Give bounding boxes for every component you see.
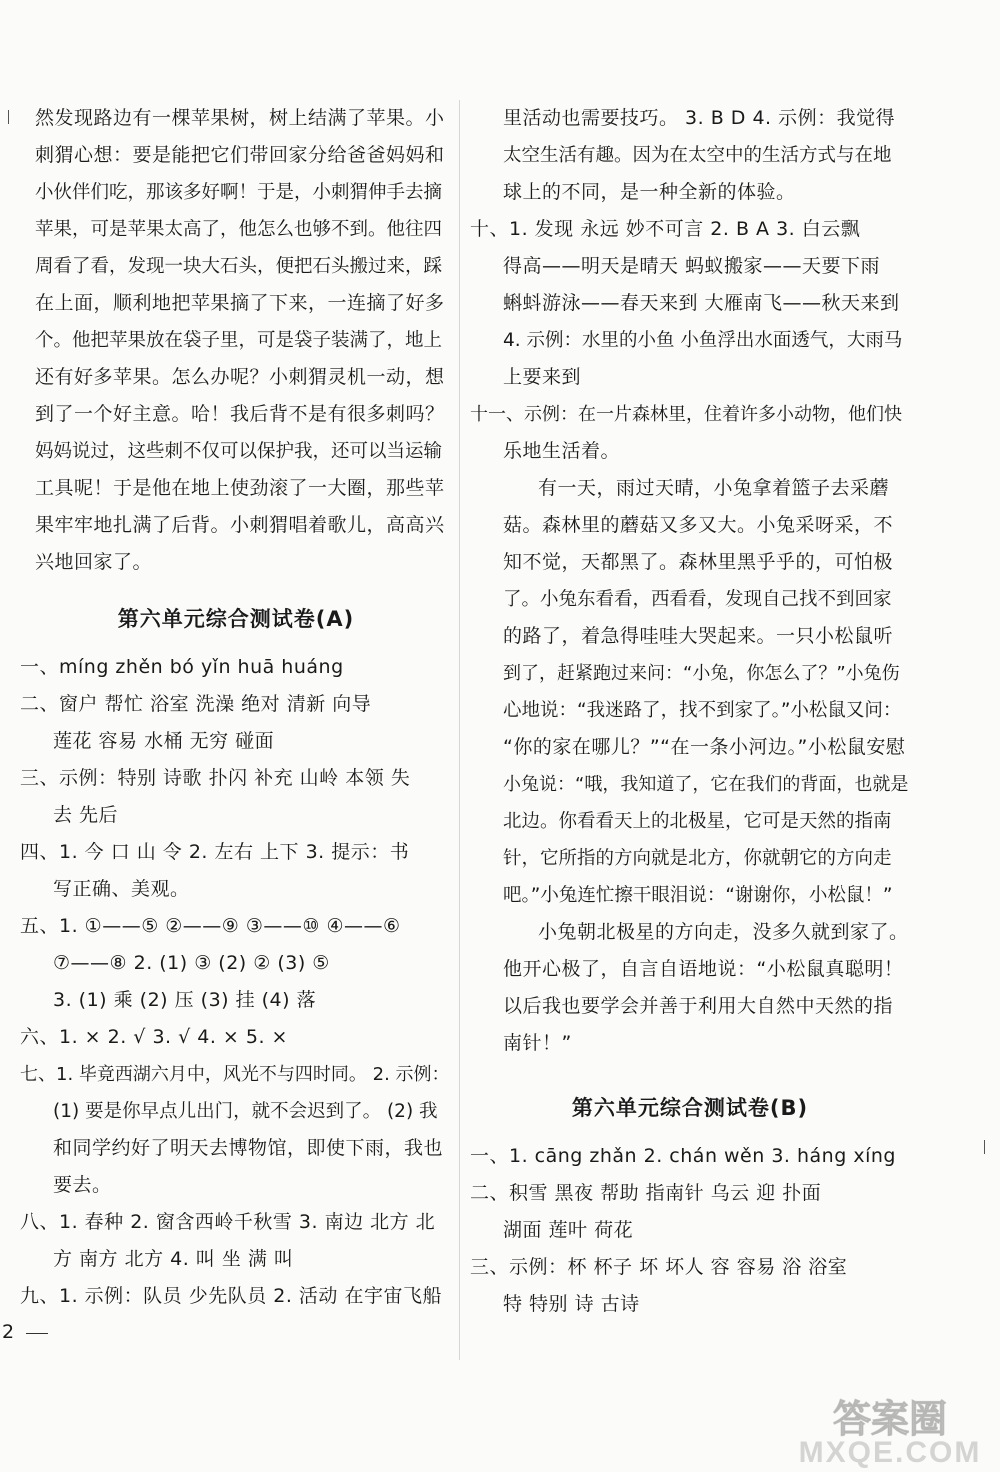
text-line: 五、1. ①——⑤ ②——⑨ ③——⑩ ④——⑥ [20,915,401,937]
watermark-site: MXQE.COM [798,1436,982,1469]
text-line: 湖面 莲叶 荷花 [503,1219,634,1241]
text-line: 二、窗户 帮忙 浴室 洗澡 绝对 清新 向导 [20,693,372,715]
section-heading-a: 第六单元综合测试卷(A) [117,607,355,631]
text-line: 心地说：“我迷路了，找不到家了。”小松鼠又问： [503,700,902,721]
text-line: 的路了，着急得哇哇大哭起来。一只小松鼠听 [503,625,894,647]
watermark-logo [800,1392,980,1442]
text-line: 以后我也要学会并善于利用大自然中天然的指 [503,995,894,1017]
right-passage [470,100,910,1062]
text-line: 小兔说：“哦，我知道了，它在我们的背面，也就是 [503,774,909,795]
text-line: 三、示例：特别 诗歌 扑闪 补充 山岭 本领 失 [20,767,411,789]
text-line: 了。小兔东看看，西看看，发现自己找不到回家 [503,589,892,610]
text-line: 和同学约好了明天去博物馆，即使下雨，我也 [53,1137,444,1159]
text-line: 莲花 容易 水桶 无穷 碰面 [53,730,275,752]
text-line: 果牢牢地扎满了后背。小刺猬唱着歌儿，高高兴 [35,514,445,536]
text-line: 小兔朝北极星的方向走，没多久就到家了。 [538,921,909,943]
section-heading-b: 第六单元综合测试卷(B) [571,1096,809,1120]
left-answers [20,649,452,1315]
page-number-rule [26,1333,48,1334]
text-line: 苹果，可是苹果太高了，他怎么也够不到。他往四 [35,219,443,240]
text-line: 写正确、美观。 [53,878,190,900]
text-line: 十、1. 发现 永远 妙不可言 2. B A 3. 白云飘 [470,218,861,240]
text-line: 方 南方 北方 4. 叫 坐 满 叫 [53,1248,294,1270]
text-line: 到了，赶紧跑过来问：“小兔，你怎么了？”小兔伤 [503,663,900,684]
text-line: 3. (1) 乘 (2) 压 (3) 挂 (4) 落 [53,989,317,1011]
text-line: 刺猬心想：要是能把它们带回家分给爸爸妈妈和 [35,144,445,166]
text-line: 九、1. 示例：队员 少先队员 2. 活动 在宇宙飞船 [20,1285,442,1307]
text-line: 十一、示例：在一片森林里，住着许多小动物，他们快 [470,404,902,425]
text-line: 还有好多苹果。怎么办呢？小刺猬灵机一动，想 [35,366,445,388]
left-column [20,100,452,1315]
text-line: 四、1. 今 口 山 令 2. 左右 上下 3. 提示：书 [20,841,410,863]
text-line: 六、1. × 2. √ 3. √ 4. × 5. × [20,1026,288,1048]
text-line: 一、míng zhěn bó yǐn huā huáng [20,656,344,678]
text-line: 兴地回家了。 [35,551,153,573]
text-line: 七、1. 毕竟西湖六月中，风光不与四时同。 2. 示例： [20,1064,450,1085]
text-line: 然发现路边有一棵苹果树，树上结满了苹果。小 [35,107,445,129]
text-line: 北边。你看看天上的北极星，它可是天然的指南 [503,811,892,832]
text-line: 个。他把苹果放在袋子里，可是袋子装满了，地上 [35,330,443,351]
text-line: 菇。森林里的蘑菇又多又大。小兔采呀采，不 [503,514,894,536]
text-line: 特 特别 诗 古诗 [503,1293,640,1315]
column-divider [459,100,460,1360]
margin-mark [8,110,9,124]
text-line: 4. 示例：水里的小鱼 小鱼浮出水面透气，大雨马 [503,330,903,351]
page-number: 2 [2,1321,15,1343]
text-line: 妈妈说过，这些刺不仅可以保护我，还可以当运输 [35,441,443,462]
right-answers [470,1138,910,1323]
text-line: 乐地生活着。 [503,440,621,462]
text-line: 工具呢！于是他在地上使劲滚了一大圈，那些苹 [35,477,445,499]
text-line: 得高——明天是晴天 蚂蚁搬家——天要下雨 [503,255,881,277]
left-passage [20,100,452,581]
text-line: 太空生活有趣。因为在太空中的生活方式与在地 [503,145,892,166]
text-line: 吧。”小兔连忙擦干眼泪说：“谢谢你，小松鼠！” [503,885,893,906]
text-line: 在上面，顺利地把苹果摘了下来，一连摘了好多 [35,292,445,314]
spacer [470,1062,910,1070]
text-line: 针，它所指的方向就是北方，你就朝它的方向走 [503,848,892,869]
text-line: 去 先后 [53,804,119,826]
svg-text:答案圈: 答案圈 [832,1397,948,1441]
text-line: 上要来到 [503,366,582,388]
text-line: 里活动也需要技巧。 3. B D 4. 示例：我觉得 [503,107,896,129]
text-line: “你的家在哪儿？”“在一条小河边。”小松鼠安慰 [503,736,906,758]
text-line: 他开心极了，自言自语地说：“小松鼠真聪明！ [503,958,904,980]
margin-mark [984,1140,985,1154]
text-line: 知不觉，天都黑了。森林里黑乎乎的，可怕极 [503,551,894,573]
text-line: 二、积雪 黑夜 帮助 指南针 乌云 迎 扑面 [470,1182,822,1204]
text-line: 南针！” [503,1032,572,1054]
text-line: ⑦——⑧ 2. (1) ③ (2) ② (3) ⑤ [53,952,330,974]
text-line: 到了一个好主意。哈！我后背不是有很多刺吗？ [35,403,445,425]
watermark [790,1392,990,1472]
text-line: 蝌蚪游泳——春天来到 大雁南飞——秋天来到 [503,292,900,314]
text-line: 有一天，雨过天晴，小兔拿着篮子去采蘑 [538,477,890,499]
text-line: 八、1. 春种 2. 窗含西岭千秋雪 3. 南边 北方 北 [20,1211,436,1233]
text-line: (1) 要是你早点儿出门，就不会迟到了。 (2) 我 [53,1101,438,1122]
text-line: 周看了看，发现一块大石头，便把石头搬过来，踩 [35,256,443,277]
text-line: 一、1. cāng zhǎn 2. chán wěn 3. háng xíng [470,1145,896,1167]
right-column [470,100,910,1323]
text-line: 三、示例：杯 杯子 坏 坏人 容 容易 浴 浴室 [470,1256,848,1278]
text-line: 球上的不同，是一种全新的体验。 [503,181,796,203]
text-line: 要去。 [53,1174,112,1196]
text-line: 小伙伴们吃，那该多好啊！于是，小刺猬伸手去摘 [35,182,443,203]
